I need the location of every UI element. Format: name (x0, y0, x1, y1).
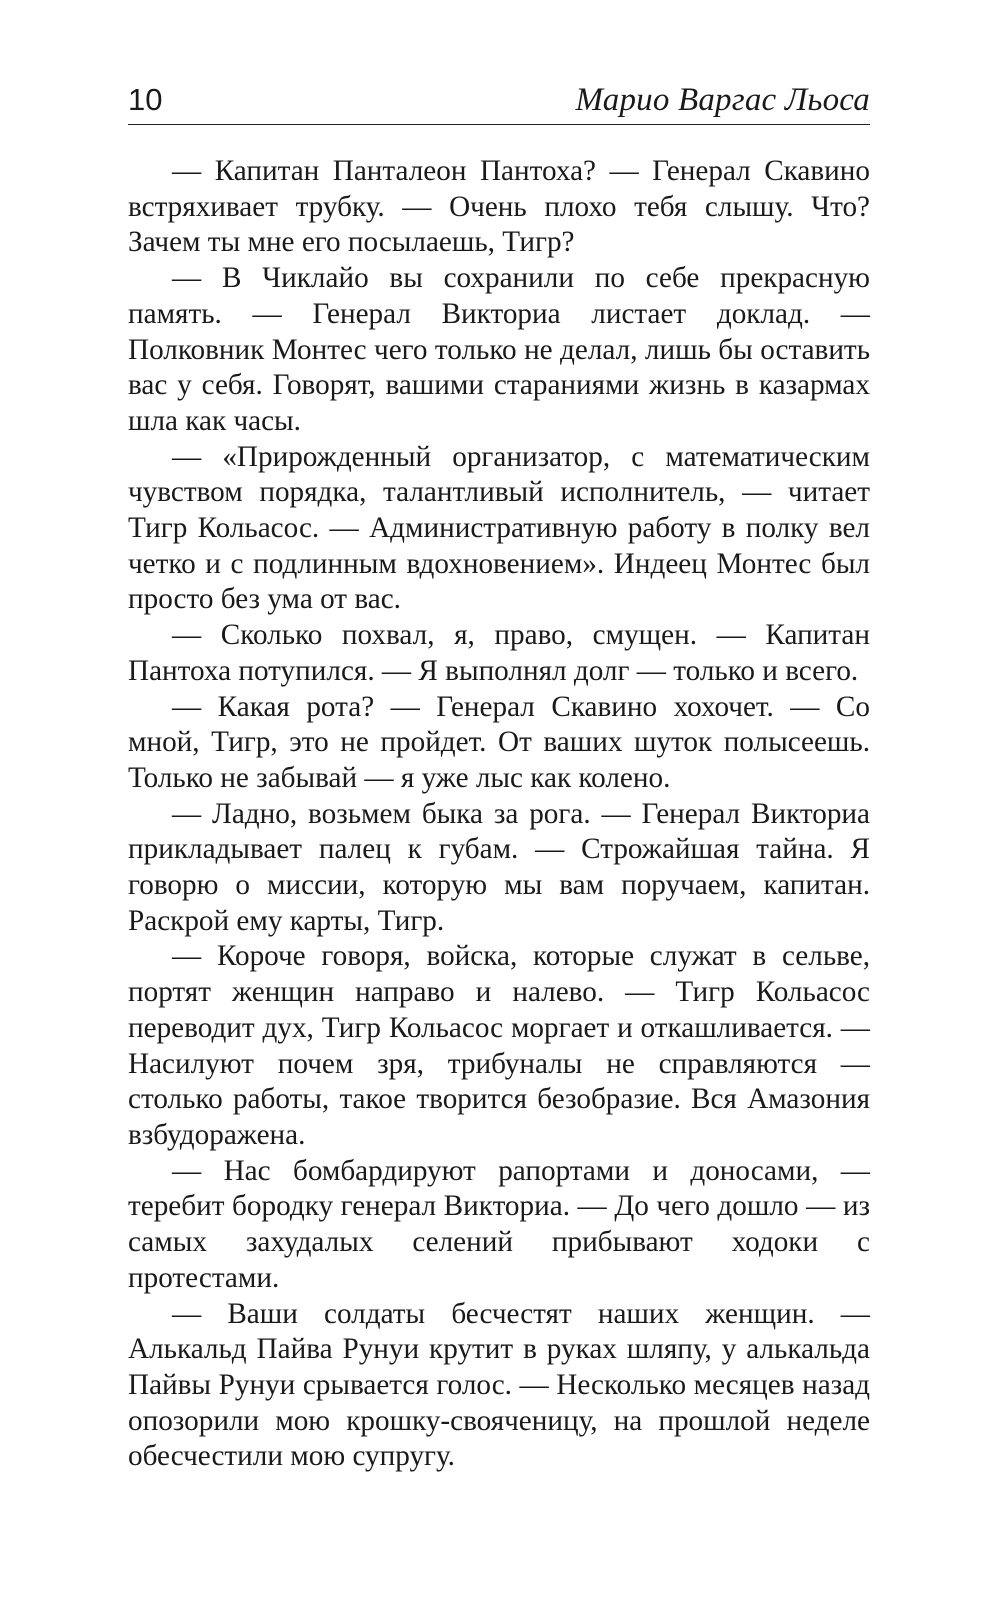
paragraph: — Капитан Панталеон Пантоха? — Генерал Скавино встряхивает трубку. — Очень плохо тебя слышу. Что? Зачем ты мне его посылаешь, Тигр? (128, 155, 870, 259)
paragraph: — Нас бомбардируют рапортами и доносами, — теребит бородку генерал Викториа. — До чего дошло — из самых захудалых селений прибывают ходоки с протестами. (128, 1154, 870, 1294)
paragraph: — В Чиклайо вы сохранили по себе прекрасную память. — Генерал Викториа листает доклад. — Полковник Монтес чего только не делал, лишь бы оставить вас у себя. Говорят, вашими стараниями жизнь в казармах шла как часы. (128, 262, 870, 437)
paragraph: — Ваши солдаты бесчестят наших женщин. — Алькальд Пайва Рунуи крутит в руках шляпу, у алькальда Пайвы Рунуи срывается голос. — Несколько месяцев назад опозорили мою крошку-свояченицу, на прошлой неделе обесчестили мою супругу. (128, 1297, 870, 1473)
page-header (128, 76, 870, 125)
paragraph: — Какая рота? — Генерал Скавино хохочет. — Со мной, Тигр, это не пройдет. От ваших шуток полысеешь. Только не забывай — я уже лыс как колено. (128, 690, 870, 794)
paragraph: — Сколько похвал, я, право, смущен. — Капитан Пантоха потупился. — Я выполнял долг — только и всего. (128, 619, 870, 687)
page-number: 10 (128, 82, 163, 117)
running-title: Марио Варгас Льоса (575, 82, 870, 118)
paragraph: — Короче говоря, войска, которые служат в сельве, портят женщин направо и налево. — Тигр Кольасос переводит дух, Тигр Кольасос моргает и откашливается. — Насилуют почем зря, трибуналы не справляются — столько работы, такое творится безобразие. Вся Амазония взбудоражена. (128, 940, 870, 1151)
paragraph: — Ладно, возьмем быка за рога. — Генерал Викториа прикладывает палец к губам. — Строжайшая тайна. Я говорю о миссии, которую мы вам поручаем, капитан. Раскрой ему карты, Тигр. (128, 797, 870, 937)
body-text (128, 154, 870, 1475)
paragraph: — «Прирожденный организатор, с математическим чувством порядка, талантливый исполнитель, — читает Тигр Кольасос. — Административную работу в полку вел четко и с подлинным вдохновением». Индеец Монтес был просто без ума от вас. (128, 440, 870, 616)
